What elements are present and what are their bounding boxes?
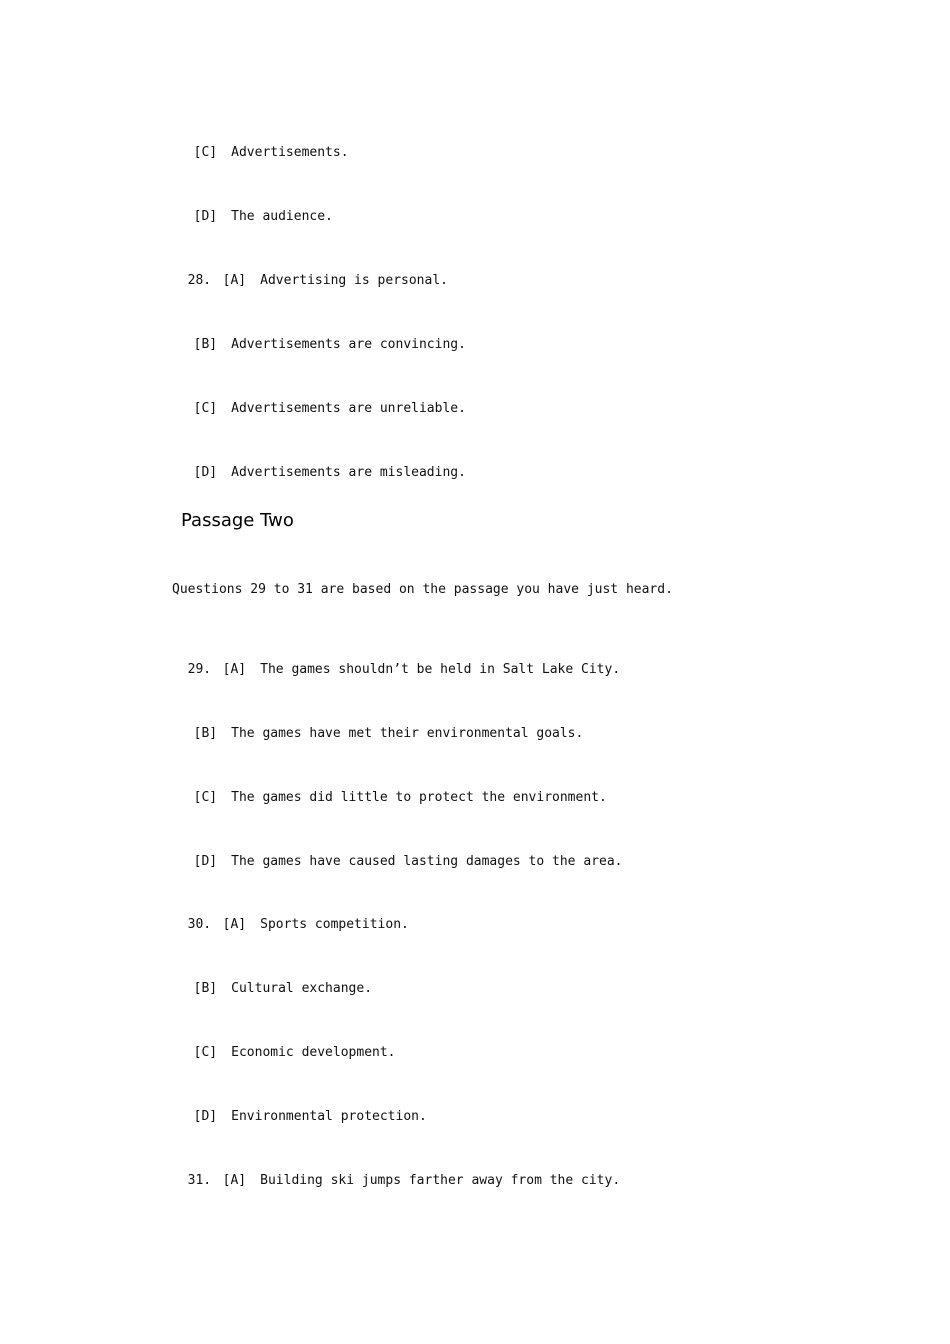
option-text: Advertisements are convincing. [231, 337, 466, 352]
option-label: [A] [222, 662, 247, 677]
q28-option-c [178, 385, 466, 417]
option-label: [C] [193, 401, 218, 416]
q29-option-c [178, 774, 607, 806]
option-label: [A] [222, 917, 247, 932]
option-text: Advertisements are misleading. [231, 465, 466, 480]
option-text: Sports competition. [260, 917, 409, 932]
q29-option-b [178, 710, 583, 742]
option-label: [D] [193, 209, 218, 224]
question-number: 29. [187, 662, 212, 677]
q29-option-d [178, 838, 622, 870]
option-text: Economic development. [231, 1045, 396, 1060]
option-label: [A] [222, 273, 247, 288]
question-number: 30. [187, 917, 212, 932]
option-text: Cultural exchange. [231, 981, 373, 996]
q28-option-a [172, 257, 448, 289]
q30-option-b [178, 965, 372, 997]
question-number: 31. [187, 1173, 212, 1188]
option-label: [D] [193, 854, 218, 869]
option-text: Advertisements. [231, 145, 349, 160]
option-label: [B] [193, 726, 218, 741]
q31-option-a [172, 1157, 620, 1189]
option-label: [B] [193, 981, 218, 996]
option-text: Advertisements are unreliable. [231, 401, 466, 416]
option-text: The games have caused lasting damages to the area. [231, 854, 623, 869]
option-text: The games did little to protect the environment. [231, 790, 607, 805]
passage-two-intro: Questions 29 to 31 are based on the passage you have just heard. [172, 582, 673, 597]
option-text: The games shouldn’t be held in Salt Lake City. [260, 662, 621, 677]
option-text: The audience. [231, 209, 333, 224]
option-text: Environmental protection. [231, 1109, 427, 1124]
q27-option-c [178, 129, 349, 161]
q27-option-d [178, 193, 333, 225]
option-label: [B] [193, 337, 218, 352]
q28-option-b [178, 321, 466, 353]
q30-option-a [172, 901, 409, 933]
option-label: [C] [193, 790, 218, 805]
q30-option-d [178, 1093, 427, 1125]
option-label: [C] [193, 1045, 218, 1060]
q28-option-d [178, 449, 466, 481]
option-text: The games have met their environmental goals. [231, 726, 584, 741]
option-text: Advertising is personal. [260, 273, 448, 288]
question-number: 28. [187, 273, 212, 288]
option-label: [C] [193, 145, 218, 160]
option-label: [A] [222, 1173, 247, 1188]
q30-option-c [178, 1029, 396, 1061]
option-label: [D] [193, 465, 218, 480]
option-label: [D] [193, 1109, 218, 1124]
option-text: Building ski jumps farther away from the city. [260, 1173, 621, 1188]
passage-two-heading: Passage Two [181, 510, 294, 531]
q29-option-a [172, 646, 620, 678]
